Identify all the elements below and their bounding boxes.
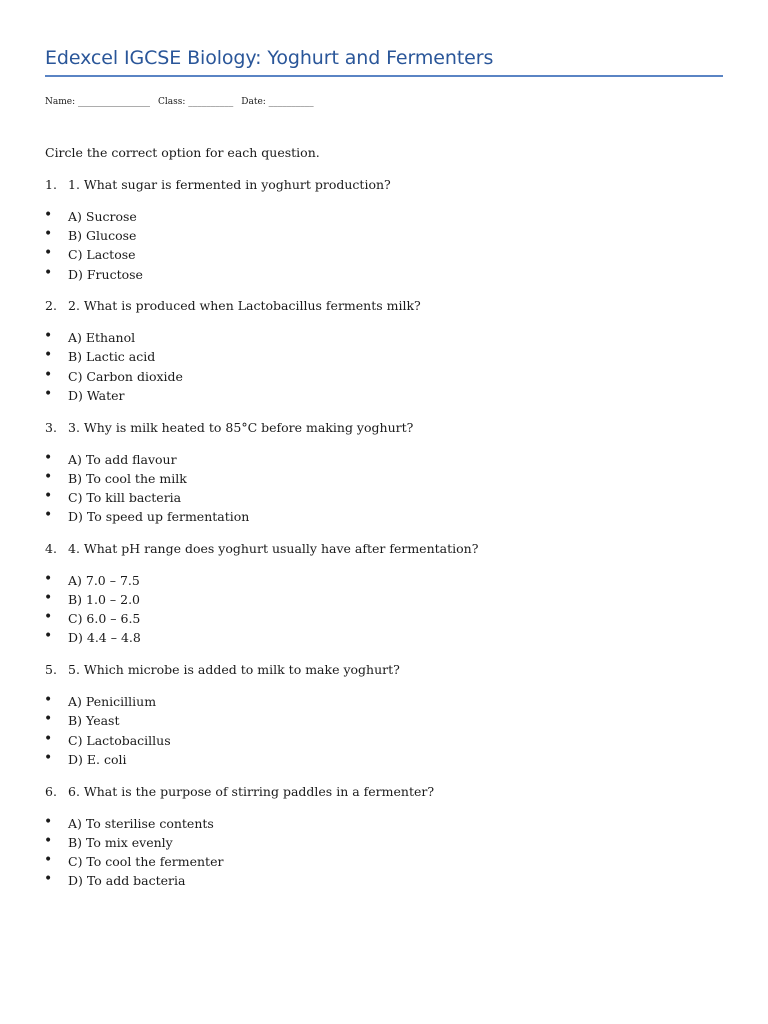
answer-option-text: A) To sterilise contents: [68, 815, 214, 831]
bullet-icon: •: [44, 245, 53, 262]
bullet-icon: •: [44, 264, 53, 281]
answer-option-text: D) Water: [68, 387, 125, 403]
answer-option-text: C) Lactose: [68, 247, 136, 263]
bullet-icon: •: [44, 487, 53, 504]
question-number: 6.: [45, 783, 57, 799]
answer-option-text: B) 1.0 – 2.0: [68, 592, 140, 608]
answer-option-text: C) To kill bacteria: [68, 489, 182, 505]
bullet-icon: •: [44, 207, 53, 223]
bullet-icon: •: [44, 730, 53, 747]
answer-option-text: B) To mix evenly: [68, 834, 173, 850]
bullet-icon: •: [44, 609, 53, 626]
question-number: 2.: [45, 298, 57, 314]
question-text: 2. What is produced when Lactobacillus ferments milk?: [68, 298, 421, 314]
answer-option-text: A) Penicillium: [68, 694, 157, 710]
answer-option-text: D) To speed up fermentation: [68, 509, 250, 525]
answer-option-text: C) Carbon dioxide: [68, 368, 183, 384]
bullet-icon: •: [44, 226, 53, 243]
answer-option-text: A) Ethanol: [68, 330, 136, 346]
bullet-icon: •: [44, 570, 53, 587]
bullet-icon: •: [44, 347, 53, 364]
question-number: 3.: [45, 419, 57, 435]
answer-option-text: B) Glucose: [68, 228, 137, 244]
bullet-icon: •: [44, 749, 53, 766]
bullet-icon: •: [44, 385, 53, 402]
bullet-icon: •: [44, 507, 53, 524]
answer-option-text: D) To add bacteria: [68, 873, 186, 889]
answer-option-text: B) To cool the milk: [68, 470, 187, 486]
answer-option-text: A) To add flavour: [68, 451, 177, 467]
answer-option-text: C) 6.0 – 6.5: [68, 611, 141, 627]
question-text: 6. What is the purpose of stirring paddles in a fermenter?: [68, 783, 435, 799]
question-text: 3. Why is milk heated to 85°C before making yoghurt?: [68, 419, 414, 435]
answer-option-text: D) E. coli: [68, 751, 127, 767]
question-number: 4.: [45, 540, 57, 556]
title-divider: [45, 75, 723, 77]
instructions-text: Circle the correct option for each question.: [45, 145, 320, 160]
answer-option-text: B) Yeast: [68, 713, 120, 729]
bullet-icon: •: [44, 468, 53, 485]
bullet-icon: •: [44, 328, 53, 345]
bullet-icon: •: [44, 851, 53, 868]
name-field-label: Name: ________________: [45, 97, 150, 107]
question-number: 5.: [45, 662, 57, 678]
question-number: 1.: [45, 177, 57, 192]
answer-option-text: B) Lactic acid: [68, 349, 156, 365]
question-text: 1. What sugar is fermented in yoghurt production?: [68, 177, 391, 192]
bullet-icon: •: [44, 832, 53, 849]
bullet-icon: •: [44, 449, 53, 466]
bullet-icon: •: [44, 628, 53, 645]
bullet-icon: •: [44, 711, 53, 728]
worksheet-title: Edexcel IGCSE Biology: Yoghurt and Fermenters: [45, 47, 494, 69]
bullet-icon: •: [44, 813, 53, 830]
class-field-label: Class: __________: [158, 97, 234, 107]
student-info-line: [45, 97, 314, 107]
question-text: 5. Which microbe is added to milk to make yoghurt?: [68, 662, 400, 678]
answer-option-text: A) Sucrose: [68, 209, 137, 224]
bullet-icon: •: [44, 590, 53, 607]
answer-option-text: A) 7.0 – 7.5: [68, 572, 140, 588]
answer-option-text: D) 4.4 – 4.8: [68, 630, 141, 646]
question-text: 4. What pH range does yoghurt usually have after fermentation?: [68, 540, 479, 556]
answer-option-text: C) Lactobacillus: [68, 732, 171, 748]
answer-option-text: D) Fructose: [68, 266, 143, 282]
bullet-icon: •: [44, 366, 53, 383]
bullet-icon: •: [44, 692, 53, 709]
answer-option-text: C) To cool the fermenter: [68, 853, 224, 869]
date-field-label: Date: __________: [241, 97, 314, 107]
bullet-icon: •: [44, 871, 53, 888]
